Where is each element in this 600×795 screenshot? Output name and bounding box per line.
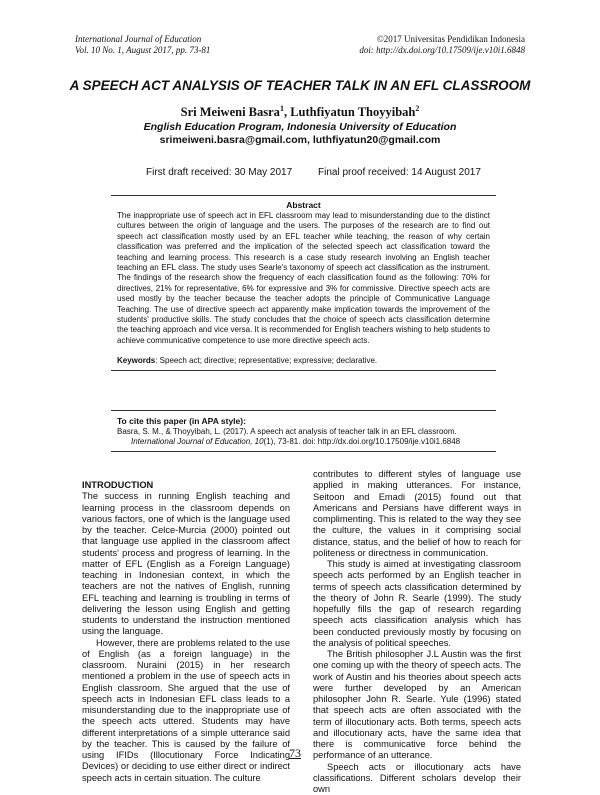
journal-volume: Vol. 10 No. 1, August 2017, pp. 73-81 <box>75 45 210 56</box>
right-paragraph-3: The British philosopher J.L Austin was the first one coming up with the theory of speech acts. The work of Austin and his theories about speech acts were further developed by an American philosopher John R. Searle. Yule (1996) stated that speech acts are often associated with the term of illocutionary acts. Both terms, speech acts and illocutionary acts, have the same idea that there is communicative force behind the performance of an utterance. <box>313 649 521 762</box>
left-column <box>82 480 290 784</box>
journal-name: International Journal of Education <box>75 34 201 45</box>
keywords-list: : Speech act; directive; representative; expressive; declarative. <box>155 356 377 365</box>
right-column <box>313 469 521 795</box>
citation-line-1: Basra, S. M., & Thoyyibah, L. (2017). A speech act analysis of teacher talk in an EFL classroom. <box>117 427 457 436</box>
abstract-heading: Abstract <box>117 200 490 210</box>
author-2-sup: 2 <box>415 104 419 113</box>
keywords-label: Keywords <box>117 356 155 365</box>
right-paragraph-1: contributes to different styles of language use applied in making utterances. For instance, Seitoon and Emadi (2015) found out that Americans and Persians have different ways in complimenting. This is related to the way they see the culture, the values in it comprising social distance, status, and the belief of how to reach for politeness or directness in communication. <box>313 469 521 559</box>
intro-paragraph-1: The success in running English teaching and learning process in the classroom depends on various factors, one of which is the language used by the teacher. Celce-Murcia (2000) pointed out that language use applied in the classroom affect students' process and progress of learning. In the matter of EFL (English as a Foreign Language) teaching in Indonesian context, in which the teachers are not the natives of English, running EFL teaching and learning is troubling in terms of delivering the lesson using English and getting students to understand the instruction mentioned using the language. <box>82 491 290 637</box>
doi-link[interactable]: doi: http://dx.doi.org/10.17509/ije.v10i1.6848 <box>359 45 525 56</box>
author-line <box>0 104 600 120</box>
right-paragraph-4: Speech acts or illocutionary acts have classifications. Different scholars develop their own <box>313 762 521 795</box>
citation-box <box>111 410 496 452</box>
abstract-text: The inappropriate use of speech act in EFL classroom may lead to misunderstanding due to the distinct cultures between the origin of language and the users. The purposes of the research are to find out speech act classification mostly used by an EFL teacher while teaching, the reason of why certain classification was preferred and the implication of the selected speech act classification toward the teaching and learning process. This research is a case study research involving an English teacher teaching an EFL class. The study uses Searle's taxonomy of speech act classification as the instrument. The findings of the research show the frequency of each classification found as the following: 70% for directives, 21% for representative, 6% for expressive and 3% for commissive. Directive speech acts are used mostly by the teacher because the teacher adopts the principle of Communicative Language Teaching. The use of directive speech act apparently make implication towards the improvement of the students' productive skills. The study concludes that the choice of speech acts classification determine the teaching approach and vice versa. It is recommended for English teachers wishing to help students to achieve communicative competence to use more directive speech acts. <box>117 211 490 346</box>
keywords-line <box>117 356 490 366</box>
intro-paragraph-2: However, there are problems related to the use of English (as a foreign language) in the classroom. Nuraini (2015) in her research mentioned a problem in the use of speech acts in English classroom. She argued that the use of speech acts in Indonesian EFL class leads to a misunderstanding due to the inappropriate use of the speech acts uttered. Students may have different interpretations of a simple utterance said by the teacher. This is caused by the failure of using IFIDs (Illocutionary Force Indicating Devices) or deciding to use either direct or indirect speech acts in certain situation. The culture <box>82 638 290 784</box>
citation-rest[interactable]: (1), 73-81. doi: http://dx.doi.org/10.17509/ije.v10i1.6848 <box>264 437 461 446</box>
copyright-notice: ©2017 Universitas Pendidikan Indonesia <box>377 34 525 45</box>
page-number: 73 <box>289 746 301 761</box>
abstract-box <box>111 195 496 371</box>
final-proof-received: Final proof received: 14 August 2017 <box>318 167 481 178</box>
section-heading-introduction: INTRODUCTION <box>82 480 290 491</box>
citation-journal: International Journal of Education, 10 <box>131 437 264 446</box>
affiliation: English Education Program, Indonesia University of Education <box>0 121 600 133</box>
right-paragraph-2: This study is aimed at investigating classroom speech acts performed by an English teacher in terms of speech acts classification determined by the theory of John R. Searle (1999). The study hopefully fills the gap of research regarding speech acts classification analysis which has been conducted previously mostly by focusing on the analysis of political speeches. <box>313 559 521 649</box>
paper-title: A SPEECH ACT ANALYSIS OF TEACHER TALK IN AN EFL CLASSROOM <box>0 78 600 93</box>
author-2: Luthfiyatun Thoyyibah <box>290 105 415 119</box>
author-1: Sri Meiweni Basra <box>181 105 280 119</box>
citation-heading: To cite this paper (in APA style): <box>117 416 490 426</box>
author-emails[interactable]: srimeiweni.basra@gmail.com, luthfiyatun20@gmail.com <box>0 134 600 146</box>
author-1-sup: 1 <box>280 104 284 113</box>
first-draft-received: First draft received: 30 May 2017 <box>146 167 292 178</box>
author-separator: , <box>284 105 290 119</box>
citation-text <box>117 427 490 447</box>
